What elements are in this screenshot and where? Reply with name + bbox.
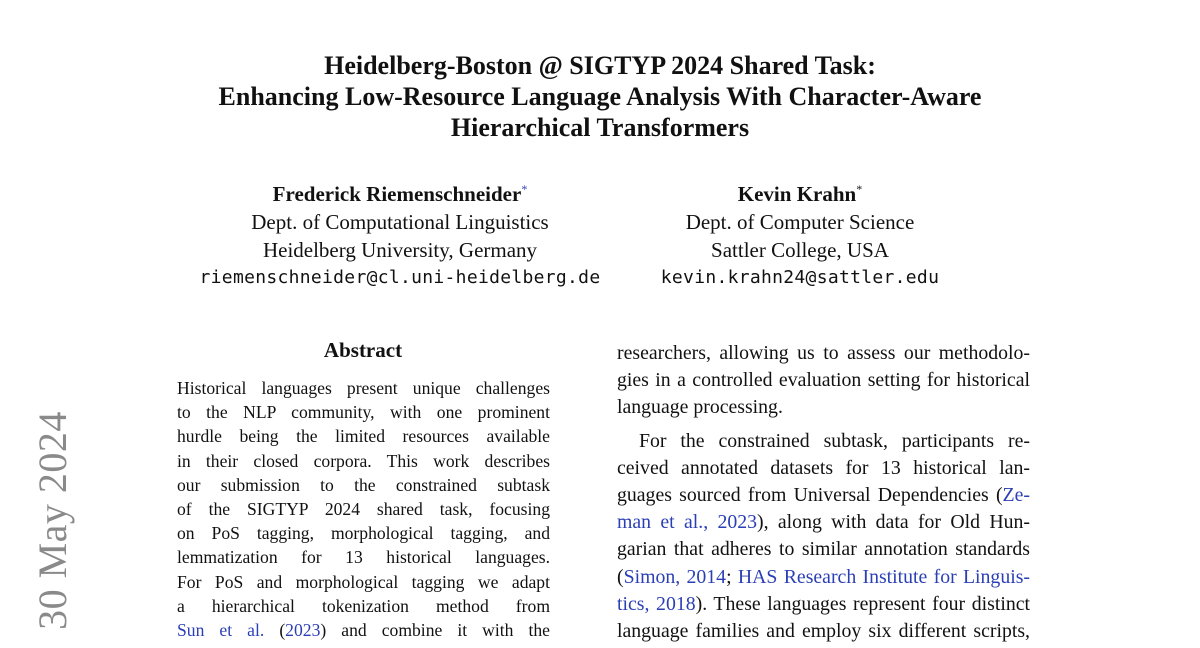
- right-column: [617, 340, 1030, 645]
- body-line: [617, 482, 1030, 509]
- body-line: For the constrained subtask, participants re-: [639, 429, 1030, 452]
- abstract-line: of the SIGTYP 2024 shared task, focusing: [177, 499, 550, 520]
- body-line: [617, 591, 1030, 618]
- citation-link[interactable]: Sun et al.: [177, 620, 265, 641]
- abstract-heading: Abstract: [323, 338, 403, 362]
- author-name-text: Frederick Riemenschneider: [272, 182, 522, 206]
- body-line: garian that adheres to similar annotation standards: [617, 538, 1030, 561]
- abstract-line: lemmatization for 13 historical languages.: [177, 547, 550, 568]
- abstract-body: [177, 376, 550, 642]
- text-run: ), along with data for Old Hun-: [757, 511, 1030, 534]
- body-line: researchers, allowing us to assess our methodolo-: [617, 342, 1030, 364]
- body-line: ceived annotated datasets for 13 historical lan-: [617, 456, 1030, 479]
- abstract-line: hurdle being the limited resources available: [177, 426, 550, 447]
- author-institution: Heidelberg University, Germany: [262, 238, 538, 262]
- citation-link[interactable]: man et al., 2023: [617, 511, 758, 534]
- abstract-line: [177, 618, 550, 642]
- body-line: gies in a controlled evaluation setting for historical: [617, 369, 1030, 392]
- author-block-1: [170, 175, 630, 292]
- citation-link[interactable]: Ze-: [1002, 484, 1030, 507]
- abstract-line: Historical languages present unique challenges: [177, 378, 550, 398]
- abstract-line: a hierarchical tokenization method from: [177, 595, 550, 616]
- abstract-line: our submission to the constrained subtask: [177, 474, 550, 495]
- author-affiliation: Dept. of Computer Science: [685, 210, 915, 234]
- paper-title: [0, 50, 1200, 143]
- text-run: ). These languages represent four distinct: [695, 592, 1030, 615]
- title-line-2: Enhancing Low-Resource Language Analysis With Character-Aware: [218, 82, 982, 111]
- author-name-text: Kevin Krahn: [737, 182, 857, 206]
- abstract-line: For PoS and morphological tagging we adapt: [177, 571, 550, 592]
- citation-link[interactable]: 2023: [285, 620, 321, 641]
- author-name: [170, 175, 630, 208]
- text-run: guages sourced from Universal Dependencies (: [617, 484, 1003, 507]
- text-run: ;: [726, 565, 738, 588]
- body-line: language families and employ six different scripts,: [617, 620, 1030, 643]
- citation-link[interactable]: Simon, 2014: [623, 565, 727, 588]
- text-run: (: [617, 565, 624, 588]
- author-institution: Sattler College, USA: [711, 238, 889, 262]
- body-line: [617, 509, 1030, 536]
- title-line-1: Heidelberg-Boston @ SIGTYP 2024 Shared Task:: [324, 51, 876, 80]
- author-email: riemenschneider@cl.uni-heidelberg.de: [199, 267, 601, 288]
- author-block-2: [620, 175, 980, 292]
- abstract-line: on PoS tagging, morphological tagging, and: [177, 523, 550, 544]
- body-line: language processing.: [617, 396, 783, 419]
- arxiv-date-text: 30 May 2024: [29, 410, 75, 630]
- author-affiliation: Dept. of Computational Linguistics: [251, 210, 549, 234]
- abstract-line: to the NLP community, with one prominent: [177, 402, 550, 423]
- text-run: (: [264, 620, 286, 641]
- citation-link[interactable]: HAS Research Institute for Linguis-: [737, 565, 1030, 588]
- title-line-3: Hierarchical Transformers: [450, 113, 750, 142]
- citation-link[interactable]: tics, 2018: [617, 592, 696, 615]
- author-name: [620, 175, 980, 208]
- abstract-line: in their closed corpora. This work describes: [177, 450, 550, 471]
- body-line: [617, 564, 1030, 591]
- arxiv-date-stamp: [29, 405, 75, 635]
- text-run: ) and combine it with the: [320, 620, 550, 641]
- equal-contribution-mark[interactable]: *: [521, 182, 528, 196]
- equal-contribution-mark: *: [856, 182, 863, 196]
- author-email: kevin.krahn24@sattler.edu: [660, 267, 940, 288]
